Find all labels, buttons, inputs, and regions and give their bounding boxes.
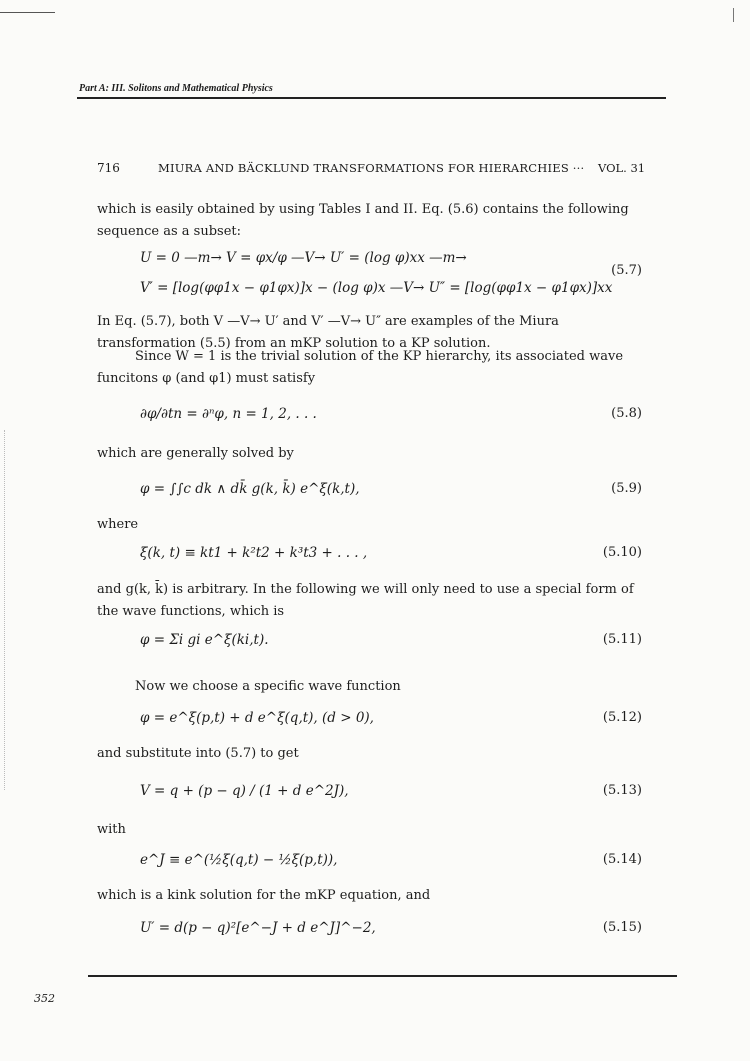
equation-5-11: φ = Σi gi e^ξ(ki,t). [140, 632, 269, 648]
equation-5-12: φ = e^ξ(p,t) + d e^ξ(q,t), (d > 0), [140, 710, 374, 726]
equation-number-5-11: (5.11) [602, 632, 642, 647]
paragraph-6: and g(k, k̄) is arbitrary. In the following we will only need to use a special form of the wave functions, which is [97, 582, 634, 619]
scan-edge-mark [733, 8, 734, 22]
equation-number-5-13: (5.13) [602, 783, 642, 798]
equation-5-8: ∂φ/∂tn = ∂ⁿφ, n = 1, 2, . . . [140, 406, 317, 422]
paragraph-10: which is a kink solution for the mKP equation, and [97, 888, 431, 903]
equation-5-14: e^J ≡ e^(½ξ(q,t) − ½ξ(p,t)), [140, 852, 338, 868]
equation-5-9: φ = ∫∫c dk ∧ dk̄ g(k, k̄) e^ξ(k,t), [140, 481, 360, 497]
footer-rule [88, 975, 677, 977]
equation-5-15: U′ = d(p − q)²[e^−J + d e^J]^−2, [140, 920, 376, 936]
paragraph-4: which are generally solved by [97, 446, 294, 461]
paragraph-9: with [97, 822, 126, 837]
equation-5-7-line-2: V′ = [log(φφ1x − φ1φx)]x − (log φ)x —V→ U″ = [log(φφ1x − φ1φx)]xx [140, 280, 613, 296]
equation-number-5-8: (5.8) [611, 406, 642, 421]
equation-number-5-10: (5.10) [602, 545, 642, 560]
paragraph-5: where [97, 517, 139, 532]
paragraph-7: Now we choose a specific wave function [135, 679, 401, 694]
paragraph-1: which is easily obtained by using Tables I and II. Eq. (5.6) contains the following sequence as a subset: [97, 202, 629, 239]
equation-number-5-9: (5.9) [611, 481, 642, 496]
equation-5-7-line-1: U = 0 —m→ V = φx/φ —V→ U′ = (log φ)xx —m→ [140, 250, 467, 266]
folio-number: 352 [34, 992, 55, 1005]
page-number: 716 [97, 161, 120, 175]
part-label: Part A: III. Solitons and Mathematical Physics [79, 83, 273, 94]
running-title: MIURA AND BÄCKLUND TRANSFORMATIONS FOR HIERARCHIES ··· [158, 161, 585, 175]
equation-number-5-15: (5.15) [602, 920, 642, 935]
volume-label: VOL. 31 [598, 161, 646, 175]
equation-number-5-7: (5.7) [611, 263, 642, 278]
paragraph-2: In Eq. (5.7), both V —V→ U′ and V′ —V→ U″ are examples of the Miura transformation (5.5) from an mKP solution to a KP solution. [97, 314, 559, 351]
equation-number-5-14: (5.14) [602, 852, 642, 867]
paragraph-8: and substitute into (5.7) to get [97, 746, 299, 761]
scan-margin-noise [4, 430, 8, 790]
header-rule [77, 97, 666, 99]
scan-top-line [0, 12, 55, 13]
equation-number-5-12: (5.12) [602, 710, 642, 725]
equation-5-13: V = q + (p − q) / (1 + d e^2J), [140, 783, 349, 799]
equation-5-10: ξ(k, t) ≡ kt1 + k²t2 + k³t3 + . . . , [140, 545, 368, 561]
paragraph-3: Since W = 1 is the trivial solution of the KP hierarchy, its associated wave funcitons φ (and φ1) must satisfy [97, 349, 624, 386]
